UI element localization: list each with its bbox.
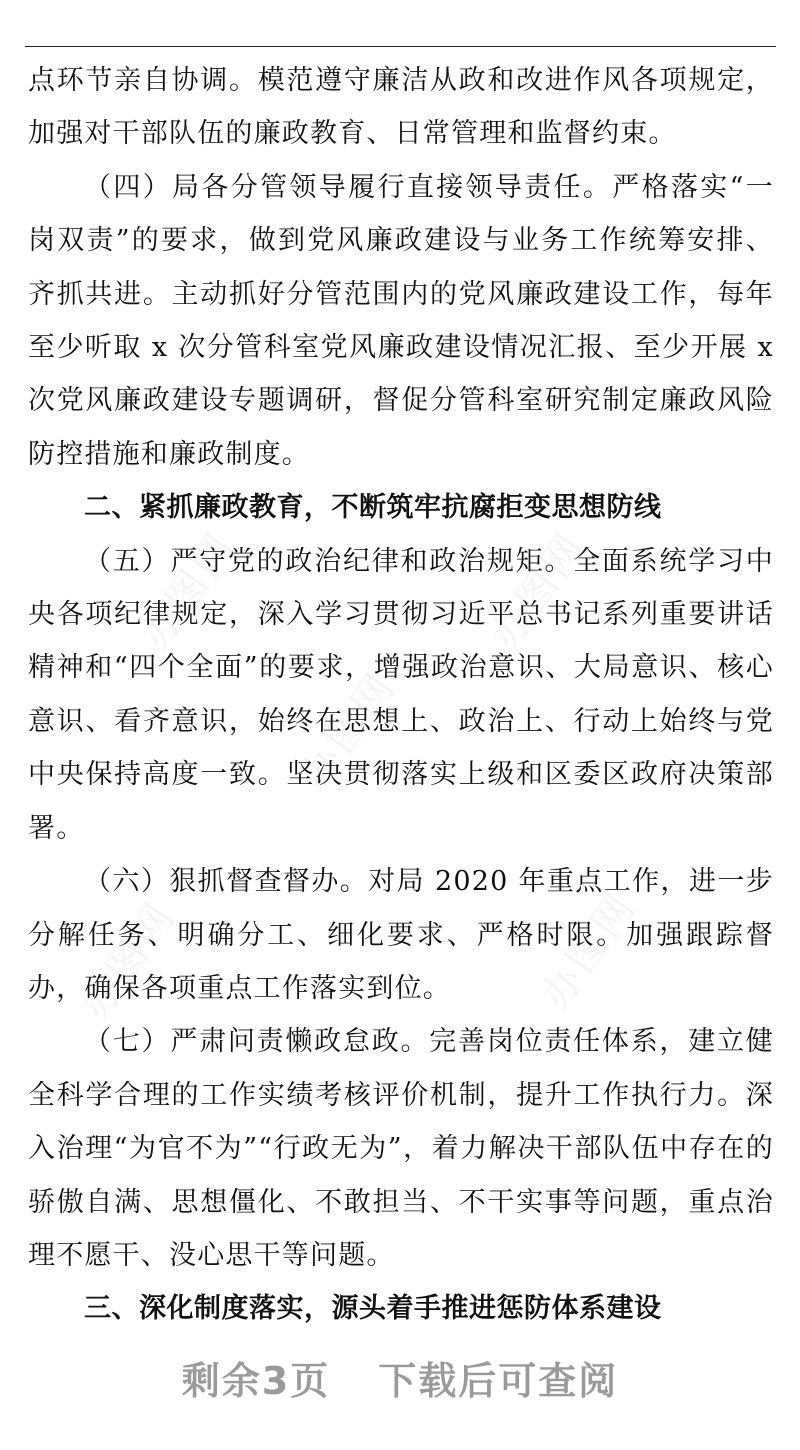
paragraph-5: （七）严肃问责懒政怠政。完善岗位责任体系，建立健全科学合理的工作实绩考核评价机制，提升工作执行力。深入治理“为官不为”“行政无为”，着力解决干部队伍中存在的骄傲自满、思想僵化、不敢担当、不干实事等问题，重点治理不愿干、没心思干等问题。 [28, 1026, 774, 1271]
paragraph-1: 点环节亲自协调。模范遵守廉洁从政和改进作风各项规定，加强对干部队伍的廉政教育、日常管理和监督约束。 [28, 65, 774, 150]
watermark: 办图网 [482, 523, 596, 658]
header-rule [25, 46, 776, 47]
watermark: 办图网 [72, 893, 186, 1028]
section-heading-2: 二、紧抓廉政教育，不断筑牢抗腐拒变思想防线 [84, 492, 662, 524]
paragraph-2: （四）局各分管领导履行直接领导责任。严格落实“一岗双责”的要求，做到党风廉政建设与业务工作统筹安排、齐抓共进。主动抓好分管范围内的党风廉政建设工作，每年至少听取 x 次分管科室党风廉政建设情况汇报、至少开展 x 次党风廉政建设专题调研，督促分管科室研究制定廉政风险防控措施和廉政制度。 [28, 171, 774, 470]
paragraph-4: （六）狠抓督查督办。对局 2020 年重点工作，进一步分解任务、明确分工、细化要求、严格时限。加强跟踪督办，确保各项重点工作落实到位。 [28, 866, 774, 1004]
download-hint-label: 下载后可查阅 [378, 1359, 619, 1403]
watermark: 办图网 [532, 883, 646, 1018]
watermark: 办图网 [132, 523, 246, 658]
document-body [28, 54, 774, 1336]
paragraph-3: （五）严守党的政治纪律和政治规矩。全面系统学习中央各项纪律规定，深入学习贯彻习近平总书记系列重要讲话精神和“四个全面”的要求，增强政治意识、大局意识、核心意识、看齐意识，始终在思想上、政治上、行动上始终与党中央保持高度一致。坚决贯彻落实上级和区委区政府决策部署。 [28, 545, 774, 844]
download-banner[interactable] [0, 1350, 800, 1405]
watermark: 办图网 [292, 663, 406, 798]
remaining-pages-label: 剩余3页 [181, 1359, 331, 1403]
section-heading-3: 三、深化制度落实，源头着手推进惩防体系建设 [84, 1293, 662, 1325]
